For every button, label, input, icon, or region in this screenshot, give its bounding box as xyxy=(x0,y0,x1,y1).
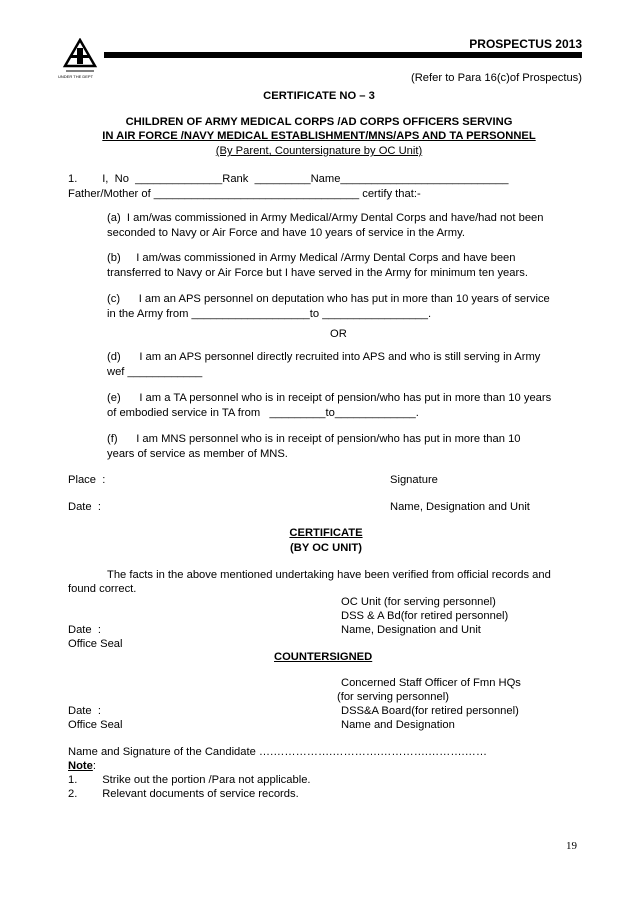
item-d-line-1: (d) I am an APS personnel directly recruited into APS and who is still serving in Army xyxy=(107,351,541,363)
dss-label: DSS & A Bd(for retired personnel) xyxy=(341,610,509,622)
item-d-line-2: wef ____________ xyxy=(107,366,203,378)
countersigned-title: COUNTERSIGNED xyxy=(274,651,373,663)
countersigned-date-label: Date : xyxy=(68,705,101,717)
or-separator: OR xyxy=(330,328,347,340)
item-e-line-1: (e) I am a TA personnel who is in receipt of pension/who has put in more than 10 years xyxy=(107,392,552,404)
oc-date-label: Date : xyxy=(68,624,101,636)
header-rule xyxy=(104,52,582,58)
note-title: Note xyxy=(68,760,93,772)
item-f-line-1: (f) I am MNS personnel who is in receipt of pension/who has put in more than 10 xyxy=(107,433,521,445)
name-designation-label: Name and Designation xyxy=(341,719,455,731)
by-parent-note: (By Parent, Countersignature by OC Unit) xyxy=(215,145,423,157)
item-a-line-1: (a) I am/was commissioned in Army Medical/Army Dental Corps and have/had not been xyxy=(107,212,544,224)
oc-text-line-1: The facts in the above mentioned undertaking have been verified from official records and xyxy=(107,569,551,581)
item-c-line-2: in the Army from ___________________to _________________. xyxy=(107,308,432,320)
prospectus-label: PROSPECTUS 2013 xyxy=(469,37,582,51)
item-b-line-2: transferred to Navy or Air Force but I have served in the Army for minimum ten years. xyxy=(107,267,528,279)
item-c-line-1: (c) I am an APS personnel on deputation who has put in more than 10 years of service xyxy=(107,293,550,305)
countersigned-office-seal: Office Seal xyxy=(68,719,123,731)
logo-caption: UNDER THE DEPT xyxy=(58,74,94,79)
oc-unit-label: OC Unit (for serving personnel) xyxy=(341,596,496,608)
staff-officer-label: Concerned Staff Officer of Fmn HQs xyxy=(341,677,521,689)
dss-board-label: DSS&A Board(for retired personnel) xyxy=(341,705,519,717)
institution-logo xyxy=(62,38,98,78)
item-e-line-2: of embodied service in TA from _________to_____________. xyxy=(107,407,419,419)
candidate-signature-line: Name and Signature of the Candidate ….…………….………….………….……….…… xyxy=(68,746,488,758)
place-label: Place : xyxy=(68,474,106,486)
item-a-line-2: seconded to Navy or Air Force and have 10 years of service in the Army. xyxy=(107,227,465,239)
oc-certificate-title: CERTIFICATE xyxy=(289,527,363,539)
signature-label: Signature xyxy=(390,474,438,486)
oc-office-seal: Office Seal xyxy=(68,638,123,650)
name-designation-unit-label: Name, Designation and Unit xyxy=(390,501,530,513)
note-heading xyxy=(68,759,96,774)
para-1-line-2: Father/Mother of _________________________________ certify that:- xyxy=(68,188,421,200)
subtitle-line-1: CHILDREN OF ARMY MEDICAL CORPS /AD CORPS OFFICERS SERVING xyxy=(125,116,513,128)
subtitle-line-2: IN AIR FORCE /NAVY MEDICAL ESTABLISHMENT/MNS/APS AND TA PERSONNEL xyxy=(102,130,536,142)
para-1-line-1: 1. I, No ______________Rank _________Name___________________________ xyxy=(68,173,509,185)
oc-certificate-subtitle: (BY OC UNIT) xyxy=(290,542,362,554)
item-b-line-1: (b) I am/was commissioned in Army Medical /Army Dental Corps and have been xyxy=(107,252,516,264)
item-f-line-2: years of service as member of MNS. xyxy=(107,448,288,460)
note-item-2: 2. Relevant documents of service records. xyxy=(68,788,299,800)
serving-personnel-label: (for serving personnel) xyxy=(337,691,449,703)
reference-note: (Refer to Para 16(c)of Prospectus) xyxy=(411,72,582,84)
page-number: 19 xyxy=(566,840,577,852)
note-colon: : xyxy=(92,760,96,772)
date-label: Date : xyxy=(68,501,101,513)
oc-text-line-2: found correct. xyxy=(68,583,137,595)
note-item-1: 1. Strike out the portion /Para not applicable. xyxy=(68,774,311,786)
oc-name-designation-unit: Name, Designation and Unit xyxy=(341,624,481,636)
certificate-number: CERTIFICATE NO – 3 xyxy=(263,90,375,102)
